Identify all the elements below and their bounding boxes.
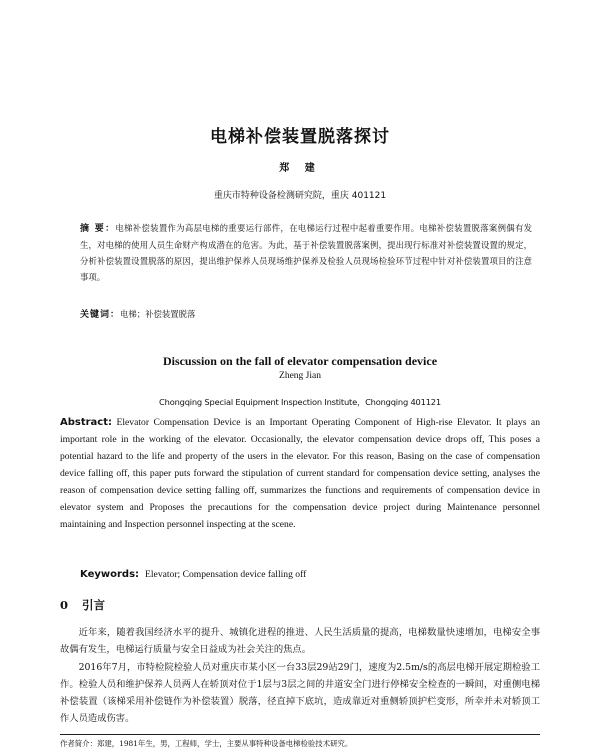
chinese-affiliation: 重庆市特种设备检测研究院，重庆 401121 [213, 191, 387, 201]
chinese-keywords-label: 关键词： [80, 310, 121, 320]
english-affiliation: Chongqing Special Equipment Inspection Institute，Chongqing 401121 [159, 397, 441, 407]
chinese-abstract-label: 摘 要： [80, 224, 116, 234]
english-keywords-text: Elevator; Compensation device falling off [145, 569, 307, 580]
body-paragraph: 2016年7月，市特检院检验人员对重庆市某小区一台33层29站29门，速度为2.5m/s的高层电梯开展定期检验工作。检验人员和维护保养人员两人在轿顶对位于1层与3层之间的井道安全门进行停梯安全检查的一瞬间，对重侧电梯补偿装置（该梯采用补偿链作为补偿装置）脱落，径直掉下底坑，造成靠近对重侧轿顶护栏变形，所幸并未对轿顶工作人员造成伤害。 [60, 661, 540, 725]
english-author: Zheng Jian [279, 371, 321, 381]
section-title: 引言 [82, 598, 106, 612]
body-paragraph: 近年来，随着我国经济水平的提升、城镇化进程的推进、人民生活质量的提高，电梯数量快速增加，电梯安全事故偶有发生，电梯运行质量与安全日益成为社会关注的焦点。 [60, 627, 540, 656]
body-text [60, 624, 540, 728]
section-heading [60, 597, 105, 613]
chinese-author: 郑 建 [279, 163, 321, 174]
footnote: 作者简介：郑建，1981年生，男，工程师，学士，主要从事特种设备电梯检验技术研究。 [60, 739, 353, 748]
english-keywords [80, 569, 540, 580]
english-keywords-label: Keywords: [80, 569, 140, 580]
chinese-keywords [80, 307, 532, 320]
footnote-divider [60, 734, 540, 735]
chinese-abstract [80, 220, 532, 285]
chinese-title: 电梯补偿装置脱落探讨 [210, 127, 390, 147]
english-abstract [60, 414, 540, 533]
section-number: 0 [60, 598, 69, 612]
chinese-abstract-text: 电梯补偿装置作为高层电梯的重要运行部件，在电梯运行过程中起着重要作用。电梯补偿装置脱落案例偶有发生，对电梯的使用人员生命财产构成潜在的危害。为此，基于补偿装置脱落案例，提出现行标准对补偿装置设置的规定，分析补偿装置设置脱落的原因，提出维护保养人员现场维护保养及检验人员现场检验环节过程中针对补偿装置项目的注意事项。 [80, 223, 533, 282]
english-abstract-label: Abstract: [60, 417, 113, 428]
english-abstract-text: Elevator Compensation Device is an Important Operating Component of High-rise Elevator. It plays an important role in the working of the elevator. Occasionally, the elevator compensation device drops off, This poses a potential hazard to the life and property of the users in the elevator. For this reason, Basing on the case of compensation device falling off, this paper puts forward the stipulation of current standard for compensation device setting, analyses the reason of compensation device setting falling off, summarizes the functions and requirements of compensation device in elevator system and Proposes the precautions for the compensation device project during Maintenance personnel maintaining and Inspection personnel inspecting at the scene. [60, 417, 540, 530]
english-title: Discussion on the fall of elevator compensation device [162, 354, 438, 368]
chinese-keywords-text: 电梯；补偿装置脱落 [120, 309, 196, 319]
